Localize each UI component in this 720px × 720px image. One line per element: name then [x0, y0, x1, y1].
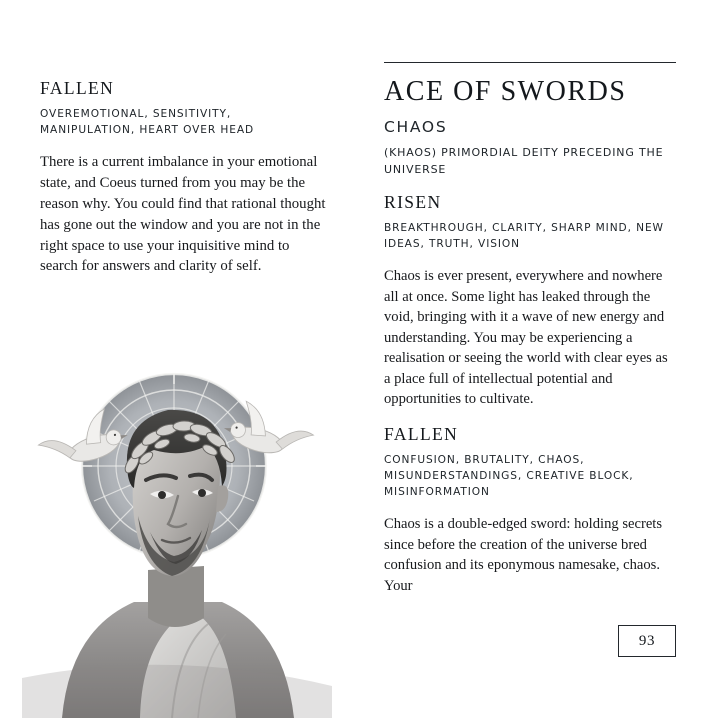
- right-page: [360, 0, 720, 720]
- left-fallen-keywords: OVEREMOTIONAL, SENSITIVITY, MANIPULATION, HEART OVER HEAD: [40, 108, 255, 137]
- page-number: 93: [638, 632, 656, 649]
- risen-heading: RISEN: [384, 191, 442, 212]
- coeus-portrait-illustration: [22, 318, 332, 718]
- title-rule: [384, 62, 676, 63]
- left-fallen-heading: FALLEN: [40, 78, 115, 98]
- page-number-box: [618, 625, 676, 657]
- left-fallen-body: There is a current imbalance in your emotional state, and Coeus turned from you may be the reason why. You could find that rational thought has gone out the window and you are not in the right space to use your inquisitive mind to search for answers and clarity of self.: [40, 154, 326, 275]
- risen-body: Chaos is ever present, everywhere and nowhere all at once. Some light has leaked through the void, bringing with it a wave of new energy and understanding. You may be experiencing a realisation or seeing the world with clear eyes as a place full of intellectual potential and opportunities to cultivate.: [384, 268, 668, 408]
- fallen-heading: FALLEN: [384, 424, 459, 445]
- deity-name: CHAOS: [384, 117, 448, 136]
- card-title: ACE OF SWORDS: [384, 76, 627, 107]
- deity-illustration: [22, 318, 332, 718]
- fallen-body: Chaos is a double-edged sword: holding secrets since before the creation of the universe bred confusion and its eponymous namesake, chaos. Your: [384, 516, 663, 594]
- fallen-keywords: CONFUSION, BRUTALITY, CHAOS, MISUNDERSTANDINGS, CREATIVE BLOCK, MISINFORMATION: [384, 454, 634, 499]
- deity-pronunciation: (KHAOS) PRIMORDIAL DEITY PRECEDING THE UNIVERSE: [384, 145, 664, 176]
- risen-keywords: BREAKTHROUGH, CLARITY, SHARP MIND, NEW IDEAS, TRUTH, VISION: [384, 221, 664, 250]
